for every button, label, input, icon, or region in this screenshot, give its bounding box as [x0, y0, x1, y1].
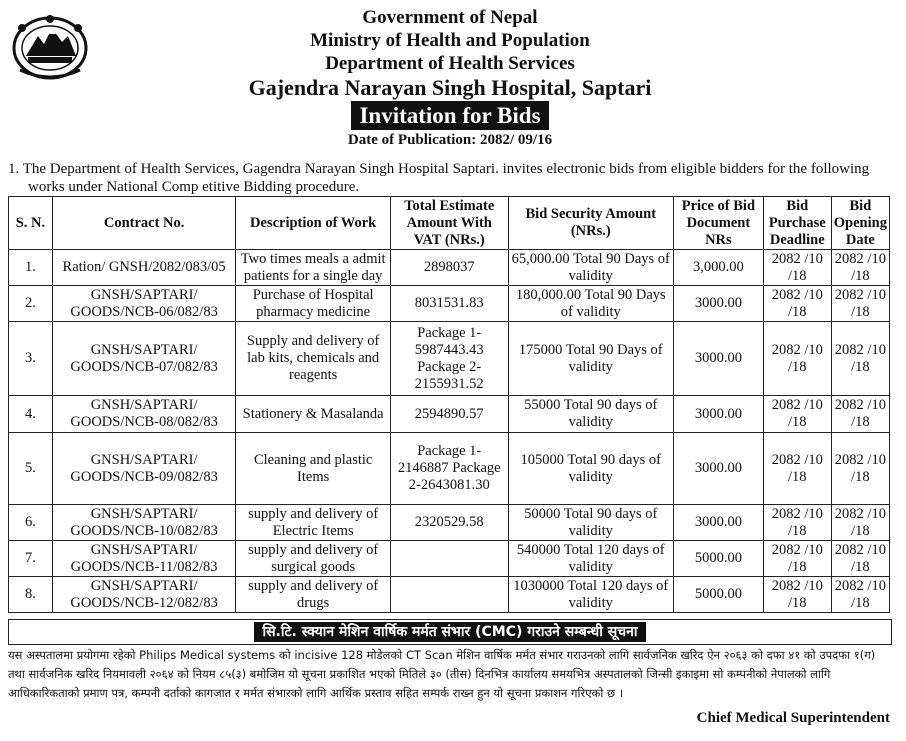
cell-description: supply and delivery of surgical goods	[236, 541, 390, 577]
cell-description: Cleaning and plastic Items	[236, 433, 390, 505]
table-row	[9, 505, 890, 541]
cell-security: 50000 Total 90 days of validity	[508, 505, 673, 541]
header-contract: Contract No.	[52, 197, 236, 250]
header-sn: S. N.	[9, 197, 53, 250]
header-estimate: Total Estimate Amount With VAT (NRs.)	[390, 197, 508, 250]
header-security: Bid Security Amount (NRs.)	[508, 197, 673, 250]
cell-sn: 8.	[9, 577, 53, 613]
intro-text	[8, 160, 898, 196]
cell-estimate	[390, 541, 508, 577]
intro-line-1: 1. The Department of Health Services, Gagendra Narayan Singh Hospital Saptari. invites electronic bids from eligible bidders for the following	[8, 161, 870, 177]
table-row	[9, 250, 890, 286]
cell-opening: 2082 /10 /18	[831, 286, 889, 322]
cell-price: 3000.00	[673, 505, 763, 541]
cell-opening: 2082 /10 /18	[831, 433, 889, 505]
table-row	[9, 396, 890, 433]
cell-contract: GNSH/SAPTARI/ GOODS/NCB-07/082/83	[52, 322, 236, 396]
publication-date: Date of Publication: 2082/ 09/16	[347, 132, 553, 148]
cell-estimate: 8031531.83	[390, 286, 508, 322]
cell-opening: 2082 /10 /18	[831, 396, 889, 433]
intro-line-2: works under National Comp etitive Bidding procedure.	[28, 179, 360, 195]
header-deadline: Bid Purchase Deadline	[763, 197, 831, 250]
department-line: Department of Health Services	[325, 53, 575, 74]
cell-contract: GNSH/SAPTARI/ GOODS/NCB-09/082/83	[52, 433, 236, 505]
notice-title: Invitation for Bids	[351, 101, 548, 130]
cell-sn: 5.	[9, 433, 53, 505]
cell-price: 3,000.00	[673, 250, 763, 286]
cell-opening: 2082 /10 /18	[831, 322, 889, 396]
cell-deadline: 2082 /10 /18	[763, 541, 831, 577]
cell-sn: 4.	[9, 396, 53, 433]
cmc-notice-body: यस अस्पतालमा प्रयोगमा रहेको Philips Medical systems को incisive 128 मोडेलको CT Scan मेशिन वार्षिक मर्मत संभार गराउनको लागि सार्वजनिक खरिद ऐन २०६३ को दफा ४१ को उपदफा १(ग) तथा सार्वजनिक खरिद नियमावली २०६४ को नियम ८५(३) बमोजिम यो सूचना प्रकाशित भएको मितिले ३० (तीस) दिनभित्र कार्यालय समयभित्र अस्पतालको जिन्सी इकाइमा सो कम्पनीको नेपालको लागि आधिकारिकताको प्रमाण पत्र, कम्पनी दर्ताको कागजात र मर्मत संभारको लागि आर्थिक प्रस्ताव सहित सम्पर्क राख्न हुन यो सूचना प्रकाशन गरिएको छ ।	[8, 648, 876, 700]
cmc-notice-title: सि.टि. स्क्यान मेशिन वार्षिक मर्मत संभार (CMC) गराउने सम्बन्धी सूचना	[254, 622, 645, 642]
cell-price: 3000.00	[673, 322, 763, 396]
cell-description: Purchase of Hospital pharmacy medicine	[236, 286, 390, 322]
cell-security: 175000 Total 90 Days of validity	[508, 322, 673, 396]
cell-opening: 2082 /10 /18	[831, 577, 889, 613]
cell-contract: Ration/ GNSH/2082/083/05	[52, 250, 236, 286]
cell-deadline: 2082 /10 /18	[763, 250, 831, 286]
table-row	[9, 322, 890, 396]
cell-price: 5000.00	[673, 577, 763, 613]
cell-security: 1030000 Total 120 days of validity	[508, 577, 673, 613]
cell-deadline: 2082 /10 /18	[763, 577, 831, 613]
cell-security: 105000 Total 90 days of validity	[508, 433, 673, 505]
cell-price: 3000.00	[673, 433, 763, 505]
cell-contract: GNSH/SAPTARI/ GOODS/NCB-10/082/83	[52, 505, 236, 541]
cell-security: 65,000.00 Total 90 Days of validity	[508, 250, 673, 286]
header-price: Price of Bid Document NRs	[673, 197, 763, 250]
cell-price: 3000.00	[673, 286, 763, 322]
cell-description: supply and delivery of drugs	[236, 577, 390, 613]
cell-deadline: 2082 /10 /18	[763, 396, 831, 433]
cell-estimate: 2898037	[390, 250, 508, 286]
header	[100, 6, 800, 150]
cell-contract: GNSH/SAPTARI/ GOODS/NCB-06/082/83	[52, 286, 236, 322]
cell-description: supply and delivery of Electric Items	[236, 505, 390, 541]
cell-contract: GNSH/SAPTARI/ GOODS/NCB-08/082/83	[52, 396, 236, 433]
cell-estimate: 2320529.58	[390, 505, 508, 541]
cell-opening: 2082 /10 /18	[831, 250, 889, 286]
signature: Chief Medical Superintendent	[696, 710, 890, 726]
cell-estimate	[390, 577, 508, 613]
cell-description: Supply and delivery of lab kits, chemicals and reagents	[236, 322, 390, 396]
bids-table	[8, 196, 890, 613]
table-row	[9, 433, 890, 505]
cmc-notice-bar	[8, 619, 892, 645]
cell-deadline: 2082 /10 /18	[763, 322, 831, 396]
header-description: Description of Work	[236, 197, 390, 250]
cell-description: Two times meals a admit patients for a single day	[236, 250, 390, 286]
cell-price: 5000.00	[673, 541, 763, 577]
cell-estimate: Package 1-5987443.43 Package 2-2155931.52	[390, 322, 508, 396]
cell-estimate: Package 1- 2146887 Package 2-2643081.30	[390, 433, 508, 505]
cell-estimate: 2594890.57	[390, 396, 508, 433]
header-opening: Bid Opening Date	[831, 197, 889, 250]
cell-contract: GNSH/SAPTARI/ GOODS/NCB-12/082/83	[52, 577, 236, 613]
table-row	[9, 577, 890, 613]
cell-price: 3000.00	[673, 396, 763, 433]
cell-deadline: 2082 /10 /18	[763, 433, 831, 505]
cell-opening: 2082 /10 /18	[831, 541, 889, 577]
govt-line: Government of Nepal	[362, 7, 538, 28]
cell-sn: 3.	[9, 322, 53, 396]
cell-sn: 6.	[9, 505, 53, 541]
cell-sn: 2.	[9, 286, 53, 322]
cell-security: 540000 Total 120 days of validity	[508, 541, 673, 577]
cell-opening: 2082 /10 /18	[831, 505, 889, 541]
cell-security: 180,000.00 Total 90 Days of validity	[508, 286, 673, 322]
cell-contract: GNSH/SAPTARI/ GOODS/NCB-11/082/83	[52, 541, 236, 577]
table-row	[9, 286, 890, 322]
ministry-line: Ministry of Health and Population	[310, 30, 590, 51]
cell-deadline: 2082 /10 /18	[763, 286, 831, 322]
hospital-name: Gajendra Narayan Singh Hospital, Saptari	[248, 75, 652, 100]
table-row	[9, 541, 890, 577]
cell-security: 55000 Total 90 days of validity	[508, 396, 673, 433]
cell-sn: 1.	[9, 250, 53, 286]
cell-description: Stationery & Masalanda	[236, 396, 390, 433]
cell-deadline: 2082 /10 /18	[763, 505, 831, 541]
cell-sn: 7.	[9, 541, 53, 577]
table-header-row	[9, 197, 890, 250]
nepal-emblem-icon	[10, 10, 90, 82]
